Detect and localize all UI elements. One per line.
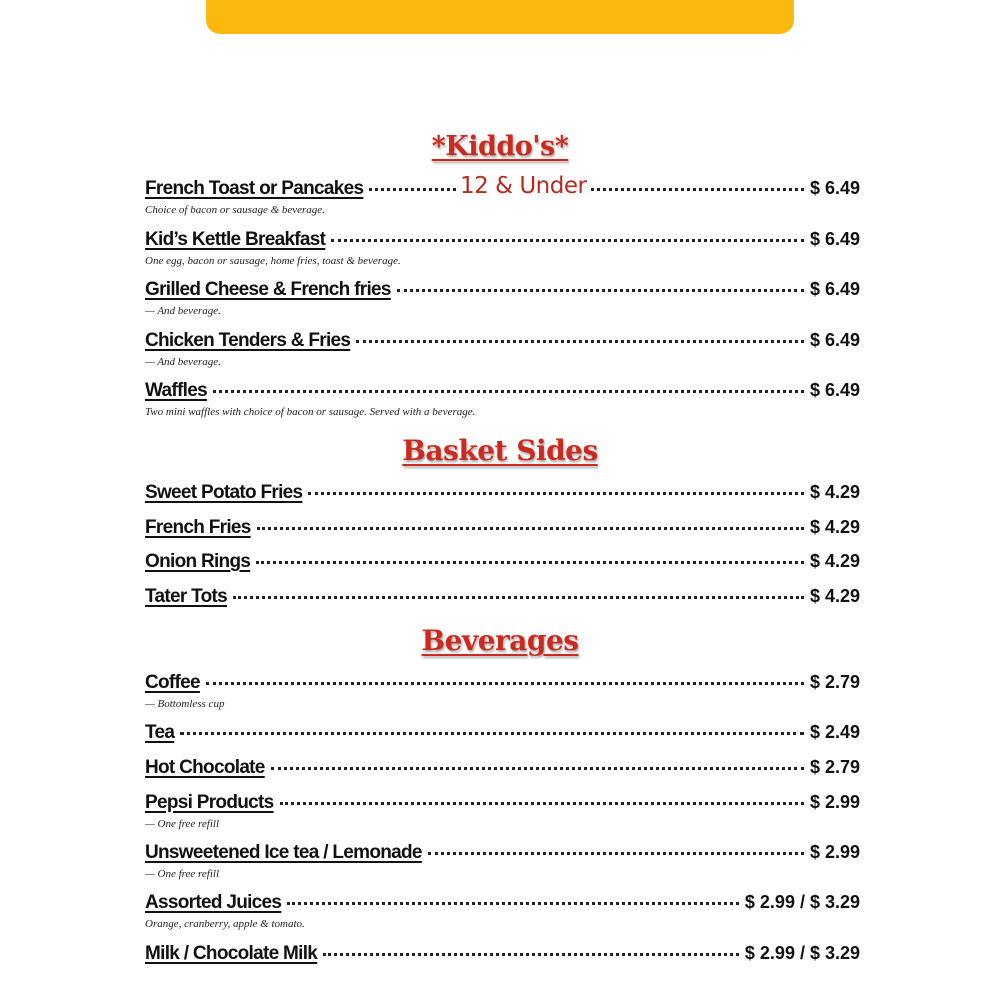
menu-item-waffles: [145, 380, 860, 418]
menu-item-onion-rings: [145, 551, 860, 575]
dot-leader: [428, 852, 804, 855]
menu-item-milk: [145, 943, 860, 967]
menu-item-french-fries: [145, 517, 860, 541]
menu-item-tea: [145, 722, 860, 746]
menu-item-pepsi-products: [145, 792, 860, 830]
section-subtitle-age: 12 & Under: [460, 173, 587, 199]
section-title-basket-sides: Basket Sides: [402, 434, 598, 467]
item-name: Coffee: [145, 672, 200, 693]
item-price: $ 2.99: [809, 792, 860, 812]
menu-item-assorted-juices: [145, 892, 860, 930]
section-title-beverages: Beverages: [421, 624, 579, 657]
item-name: Chicken Tenders & Fries: [145, 330, 351, 351]
item-name: Assorted Juices: [145, 892, 282, 913]
dot-leader: [271, 767, 804, 770]
dot-leader: [323, 953, 739, 956]
menu-item-kettle-breakfast: [145, 229, 860, 267]
dot-leader: [257, 527, 804, 530]
item-price: $ 6.49: [809, 330, 860, 350]
dot-leader: [308, 492, 804, 495]
item-name: Waffles: [145, 380, 207, 401]
dot-leader: [397, 289, 804, 292]
dot-leader: [213, 390, 804, 393]
menu-item-tater-tots: [145, 586, 860, 610]
item-price: $ 4.29: [809, 551, 860, 571]
item-price: $ 2.99: [809, 842, 860, 862]
item-price: $ 4.29: [809, 482, 860, 502]
item-description: Choice of bacon or sausage & beverage.: [145, 204, 325, 216]
dot-leader: [256, 561, 804, 564]
item-name: French Fries: [145, 517, 251, 538]
item-name: French Toast or Pancakes: [145, 178, 364, 199]
section-title-kiddos: *Kiddo's*: [431, 131, 569, 162]
dot-leader: [233, 596, 804, 599]
menu-item-hot-chocolate: [145, 757, 860, 781]
top-banner: [206, 0, 794, 34]
dot-leader: [206, 682, 804, 685]
item-name: Tater Tots: [145, 586, 228, 607]
menu-item-coffee: [145, 672, 860, 710]
item-description: One egg, bacon or sausage, home fries, toast & beverage.: [145, 255, 401, 267]
item-price: $ 2.49: [809, 722, 860, 742]
item-price: $ 4.29: [809, 517, 860, 537]
item-description: — Bottomless cup: [145, 698, 225, 710]
item-name: Unsweetened Ice tea / Lemonade: [145, 842, 422, 863]
dot-leader: [356, 340, 804, 343]
item-name: Milk / Chocolate Milk: [145, 943, 318, 964]
item-description: — And beverage.: [145, 305, 221, 317]
item-description: Orange, cranberry, apple & tomato.: [145, 918, 305, 930]
item-price: $ 4.29: [809, 586, 860, 606]
item-price: $ 2.79: [809, 672, 860, 692]
item-price: $ 6.49: [809, 229, 860, 249]
item-name: Sweet Potato Fries: [145, 482, 303, 503]
item-name: Grilled Cheese & French fries: [145, 279, 391, 300]
dot-leader: [280, 802, 804, 805]
item-price: $ 6.49: [809, 279, 860, 299]
item-name: Pepsi Products: [145, 792, 274, 813]
item-description: — And beverage.: [145, 356, 221, 368]
item-price: $ 6.49: [809, 380, 860, 400]
dot-leader: [331, 239, 804, 242]
item-price: $ 2.79: [809, 757, 860, 777]
dot-leader: [180, 732, 804, 735]
item-name: Kid’s Kettle Breakfast: [145, 229, 326, 250]
menu-item-ice-tea-lemonade: [145, 842, 860, 880]
item-name: Hot Chocolate: [145, 757, 265, 778]
item-name: Tea: [145, 722, 175, 743]
menu-item-sweet-potato-fries: [145, 482, 860, 506]
item-name: Onion Rings: [145, 551, 251, 572]
item-description: — One free refill: [145, 818, 220, 830]
menu-item-grilled-cheese: [145, 279, 860, 317]
menu-item-chicken-tenders: [145, 330, 860, 368]
item-price: $ 2.99 / $ 3.29: [744, 943, 860, 963]
item-price: $ 6.49: [809, 178, 860, 198]
item-description: Two mini waffles with choice of bacon or sausage. Served with a beverage.: [145, 406, 476, 418]
item-price: $ 2.99 / $ 3.29: [744, 892, 860, 912]
dot-leader: [287, 902, 739, 905]
item-description: — One free refill: [145, 868, 220, 880]
